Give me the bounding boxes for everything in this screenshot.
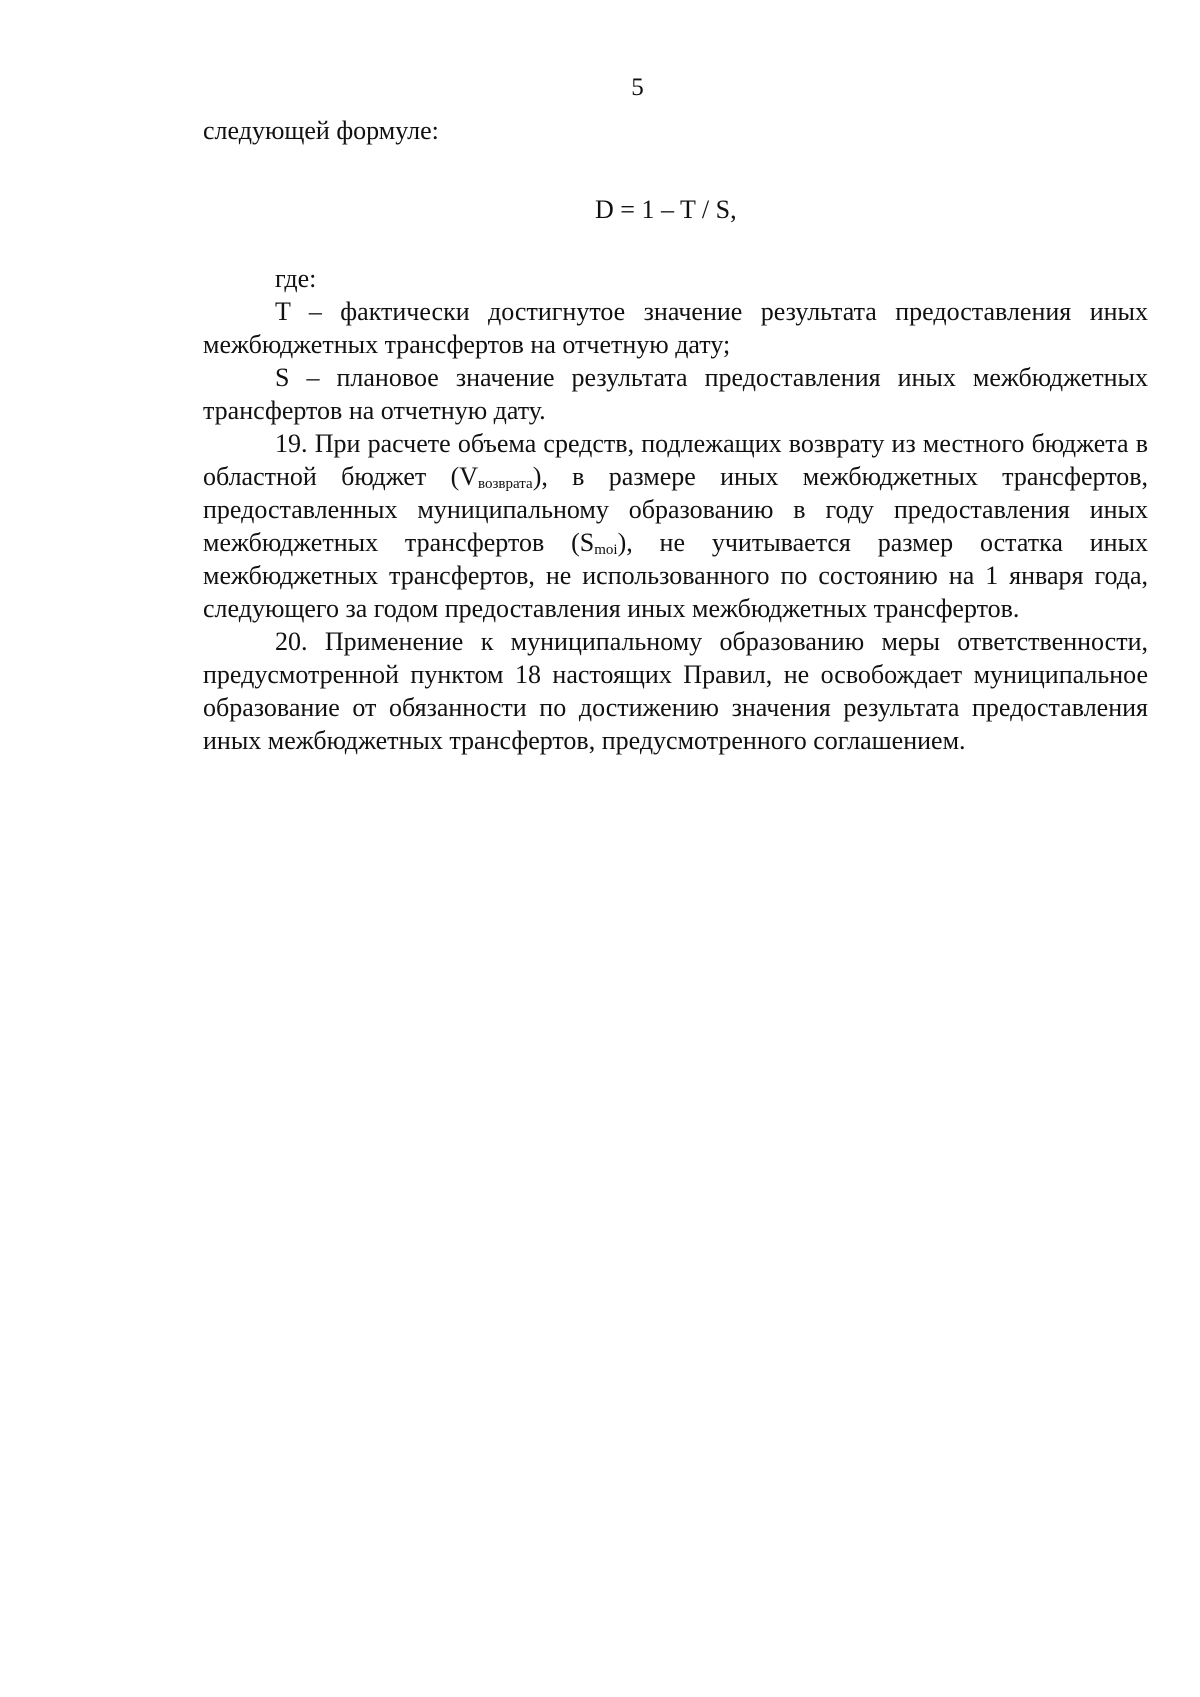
subscript-vozvrata: возврата <box>478 476 533 492</box>
formula: D = 1 – T / S, <box>595 195 737 224</box>
paragraph-20: 20. Применение к муниципальному образованию меры ответственности, предусмотренной пунктом 18 настоящих Правил, не освобождает муниципальное образование от обязанности по достижению значения результата предоставления иных межбюджетных трансфертов, предусмотренного соглашением. <box>203 627 1148 755</box>
definition-t: T – фактически достигнутое значение результата предоставления иных межбюджетных трансфертов на отчетную дату; <box>203 297 1148 359</box>
paragraph-19 <box>203 427 1148 625</box>
subscript-moi: moi <box>594 542 618 558</box>
paragraph-19-part-b: ), в размере иных межбюджетных трансфертов, предоставленных муниципальному образованию в году предоставления иных межбюджетных трансфертов (S <box>203 462 1148 557</box>
definition-s: S – плановое значение результата предоставления иных межбюджетных трансфертов на отчетную дату. <box>203 363 1148 425</box>
formula-intro: следующей формуле: <box>203 116 439 145</box>
paragraph-19-part-c: ), не учитывается размер остатка иных межбюджетных трансфертов, не использованного по состоянию на 1 января года, следующего за годом предоставления иных межбюджетных трансфертов. <box>203 528 1149 623</box>
paragraph-19-part-a: 19. При расчете объема средств, подлежащих возврату из местного бюджета в областной бюджет (V <box>203 429 1148 491</box>
document-body <box>203 114 1148 757</box>
page-number: 5 <box>631 74 644 101</box>
where-label: где: <box>275 264 317 293</box>
